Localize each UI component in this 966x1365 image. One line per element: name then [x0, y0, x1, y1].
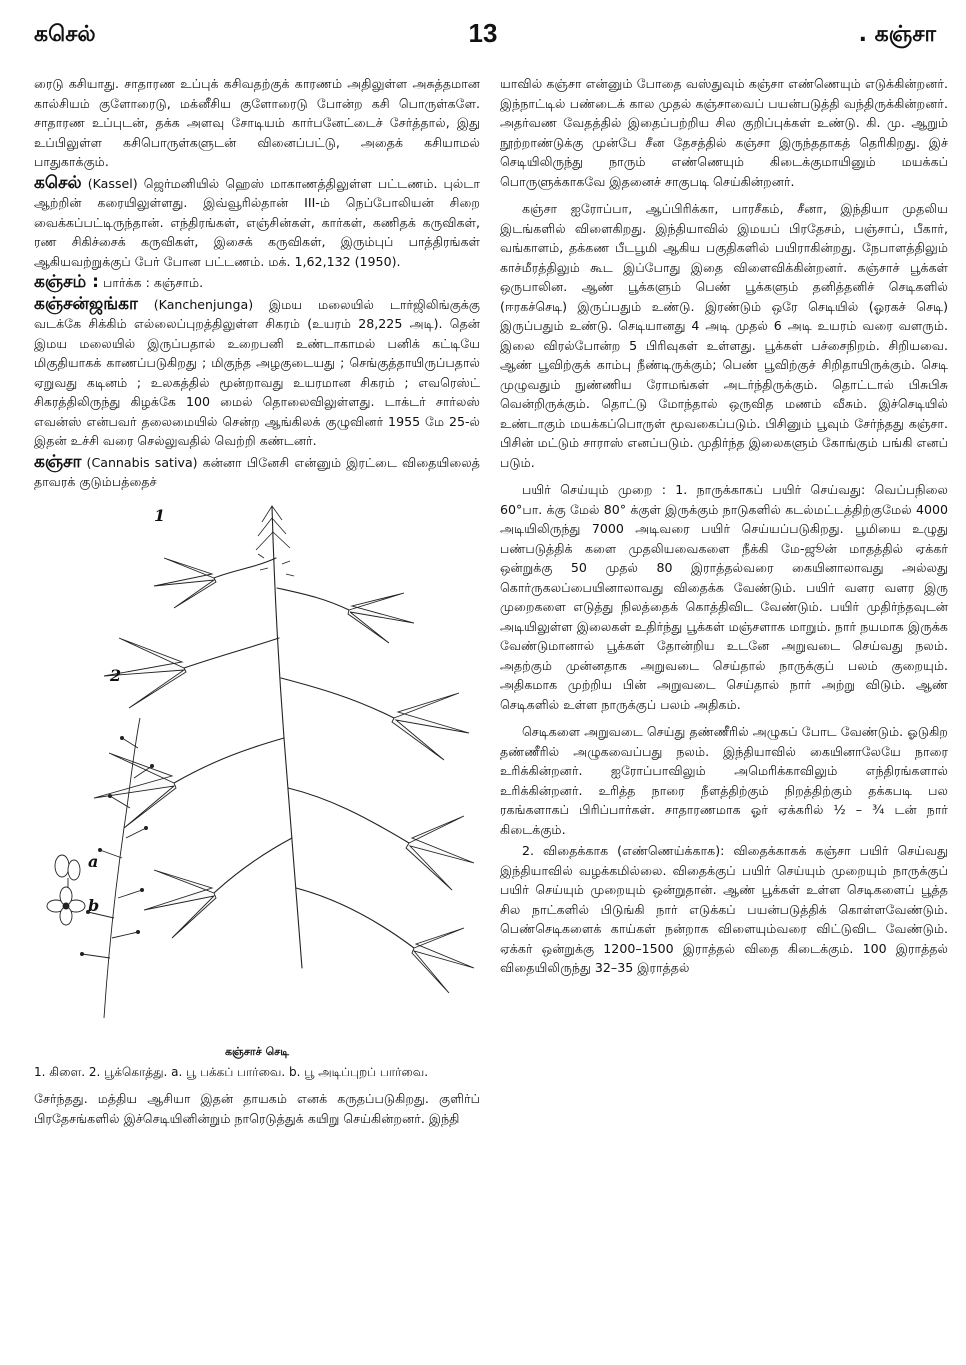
- left-column: [34, 74, 480, 1130]
- body-kanja: கன்னா பினேசி என்னும் இரட்டை விதையிலைத் தாவரக் குடும்பத்தைச்: [34, 454, 480, 489]
- right-column: [500, 74, 948, 980]
- body-kanjam: பார்க்க : கஞ்சாம்.: [98, 275, 204, 290]
- cannabis-plant-drawing: [34, 498, 480, 1038]
- retting-paragraph: செடிகளை அறுவடை செய்து தண்ணீரில் அழுகப் போட வேண்டும். ஓடுகிற தண்ணீரில் அழுகவைப்பது நலம். இந்தியாவில் கையினாலேயே நாரை உரிக்கின்றனர். ஐரோப்பாவிலும் அமெரிக்காவிலும் எந்திரங்களால் உரிக்கின்றனர். உரித்த நாரை நீளத்திற்கும் நிறத்திற்கும் தக்கபடி பல ரகங்களாகப் பிரிப்பார்கள். சாதாரணமாக ஓர் ஏக்கரில் ½ – ¾ டன் நார் கிடைக்கும்.: [500, 724, 948, 837]
- headword-kassel: கசெல்: [34, 172, 82, 193]
- entry-kassel: [34, 174, 480, 272]
- entry-kanchenjunga: [34, 295, 480, 451]
- headword-kanchenjunga: கஞ்சன்ஜங்கா: [34, 293, 138, 314]
- kanja-paragraph-1: யாவில் கஞ்சா என்னும் போதை வஸ்துவும் கஞ்சா எண்ணெயும் எடுக்கின்றனர். இந்நாட்டில் பண்டைக் கால முதல் கஞ்சாவைப் பயன்படுத்தி வந்திருக்கின்றனர். அதர்வண வேதத்தில் இதைப்பற்றிய சில குறிப்புக்கள் உண்டு. கி. மு. ஆறும் நூற்றாண்டுக்கு முன்பே சீன தேசத்தில் கஞ்சா இருந்ததாகத் தெரிகிறது. இச் செடியிலிருந்து நாரும் எண்ணெயும் கிடைக்குமாயினும் மயக்கப் பொருளுக்காகவே இதனைச் சாகுபடி செய்கின்றனர்.: [500, 76, 948, 189]
- kanja-continued: சேர்ந்தது. மத்திய ஆசியா இதன் தாயகம் எனக் கருதப்படுகிறது. குளிர்ப் பிரதேசங்களில் இச்செடியினின்றும் நாரெடுத்துக் கயிறு செய்கின்றனர். இந்தி: [34, 1091, 480, 1126]
- cannabis-illustration: [34, 498, 480, 1038]
- figure-label-a: a: [88, 851, 99, 871]
- body-kassel: ஜெர்மனியில் ஹெஸ் மாகாணத்திலுள்ள பட்டணம். புல்டா ஆற்றின் கரையிலுள்ளது. இவ்வூரில்தான் III-ம் நெப்போலியன் சிறை வைக்கப்பட்டிருந்தான். எந்திரங்கள், எஞ்சின்கள், கார்கள், கணிதக் கருவிகள், ரண சிகிச்சைக் கருவிகள், இசைக் கருவிகள், இரும்புப் பாத்திரங்கள் ஆகியவற்றுக்குப் பேர் போன பட்டணம். மக். 1,62,132 (1950).: [34, 175, 480, 269]
- figure-caption: கஞ்சாச் செடி: [224, 1044, 290, 1058]
- figure-label-2: 2: [110, 665, 122, 685]
- latin-kanchenjunga: (Kanchenjunga): [153, 296, 254, 312]
- latin-kassel: (Kassel): [87, 175, 138, 191]
- entry-kanja: [34, 453, 480, 492]
- figure-legend: 1. கிளை. 2. பூக்கொத்து. a. பூ பக்கப் பார்வை. b. பூ அடிப்புறப் பார்வை.: [34, 1065, 429, 1079]
- headword-kanjam: கஞ்சம் :: [34, 272, 99, 292]
- figure-label-b: b: [88, 895, 100, 915]
- entry-kanjam: [34, 273, 480, 293]
- cultivation-paragraph: பயிர் செய்யும் முறை : 1. நாருக்காகப் பயிர் செய்வது: வெப்பநிலை 60°பா. க்கு மேல் 80° க்குள் இருக்கும் நாடுகளில் கடல்மட்டத்திற்குமேல் 4000 அடியிலிருந்து 7000 அடிவரை பயிர் செய்யப்படுகிறது. பூமியை உழுது பண்படுத்திக் களை முதலியவைகளை நீக்கி மே-ஜூன் மாதத்தில் ஏக்கர் ஒன்றுக்கு 50 முதல் 80 இராத்தல்வரை கையினாலாவது அல்லது கொர்ருகலப்பையினாலாவது விதைக்க வேண்டும். பயிர் வளர வளர இரு முறைகளை எடுத்து நிலத்தைக் கொத்திவிட வேண்டும். பயிர் முதிர்ந்தவுடன் அடியிலுள்ள இலைகள் உதிர்ந்து பூக்கள் மஞ்சளாக மாறும். நார் நயமாக இருக்க வேண்டுமானால் பூக்கள் தோன்றிய உடனே அறுவடை செய்வது நலம். அதற்கும் முன்னதாக அறுவடை செய்தால் நாருக்குப் பலம் குறையும். அதிகமாக முற்றிய பின் அறுவடை செய்தால் நார் அற்று விடும். ஆண் செடிகளில் உள்ள நாருக்குப் பலம் அதிகம்.: [500, 482, 948, 712]
- running-head-right: . கஞ்சா: [858, 22, 936, 47]
- running-head-left: கசெல்: [34, 22, 96, 47]
- seed-paragraph: 2. விதைக்காக (எண்ணெய்க்காக): விதைக்காகக் கஞ்சா பயிர் செய்வது இந்தியாவில் வழக்கமில்லை. விதைக்குப் பயிர் செய்யும் முறையும் நாருக்குப் பயிர் செய்யும் முறையும் ஒன்றுதான். ஆண் பூக்கள் உள்ள செடிகளைப் பூத்த சில நாட்களில் பிடுங்கி நார் எடுக்கப் பயன்படுத்திக் கொள்ளவேண்டும். பெண்செடிகளைக் காய்கள் நன்றாக விளையும்வரை விட்டுவிட வேண்டும். ஏக்கர் ஒன்றுக்கு 1200–1500 இராத்தல் விதை கிடைக்கும். 100 இராத்தல் விதையிலிருந்து 32–35 இராத்தல்: [500, 843, 948, 975]
- page-number: 13: [468, 18, 498, 48]
- continued-paragraph: ரைடு கசியாது. சாதாரண உப்புக் கசிவதற்குக் காரணம் அதிலுள்ள அசுத்தமான கால்சியம் குளோரைடு, மக்னீசிய குளோரைடு போன்ற கசி பொருள்களே. சாதாரண உப்புடன், தக்க அளவு சோடியம் கார்பனேட்டைச் சேர்த்தால், இது உப்பிலுள்ள கசிபொருள்களுடன் வினைப்பட்டு, அதைக் கசியாமல் பாதுகாக்கும்.: [34, 76, 480, 169]
- figure-label-1: 1: [154, 505, 166, 525]
- latin-kanja: (Cannabis sativa): [86, 454, 198, 470]
- kanja-paragraph-2: கஞ்சா ஐரோப்பா, ஆப்பிரிக்கா, பாரசீகம், சீனா, இந்தியா முதலிய இடங்களில் விளைகிறது. இந்தியாவில் இமயப் பிரதேசம், பஞ்சாப், பீகார், வங்காளம், தக்கண பீடபூமி ஆகிய பகுதிகளில் பயிராகின்றது. நேபாளத்திலும் காச்மீரத்திலும் கூட இப்போது இதை விளைவிக்கின்றனர். கஞ்சாச் பூக்கள் ஒருபாலின. ஆண் பூக்களும் பெண் பூக்களும் தனித்தனிச் செடிகளில் (ஈரகச்செடி) இருப்பதும் உண்டு. இரண்டும் ஒரே செடியில் (ஓரகச் செடி) இருப்பதும் உண்டு. செடியானது 4 அடி முதல் 6 அடி உயரம் வரை வளரும். இலை விரல்போன்ற 5 பிரிவுகள் உள்ளது. பூக்கள் பச்சைநிறம். சிறியவை. ஆண் பூவிற்குக் காம்பு நீண்டிருக்கும்; பெண் பூவிற்குச் சிறிதாயிருக்கும். செடி முழுவதும் நுண்ணிய ரோமங்கள் அடர்ந்திருக்கும். தொட்டால் பிசுபிசு வென்றிருக்கும். தொட்டு மோந்தால் ஒருவித மணம் வீசும். இச்செடியில் உண்டாகும் மயக்கப்பொருள் மூவகைப்படும். பிசினும் பூவும் சேர்ந்தது கஞ்சா. பிசின் மட்டும் சாராஸ் எனப்படும். முதிர்ந்த இலைகளும் கோங்கும் பங்கி எனப் படும்.: [500, 201, 948, 470]
- body-kanchenjunga: இமய மலையில் டார்ஜிலிங்குக்கு வடக்கே சிக்கிம் எல்லைப்புறத்திலுள்ள சிகரம் (உயரம் 28,225 அடி). தென் இமய மலையில் இருப்பதால் உறைபனி உண்டாகாமல் பனிக் கட்டியே மிகுதியாகக் காணப்படுகிறது ; மிகுந்த அழகுடையது ; செங்குத்தாயிருப்பதால் ஏறுவது கடினம் ; உலகத்தில் மூன்றாவது உயரமான சிகரம் ; எவரெஸ்ட் சிகரத்திலிருந்து கிழக்கே 100 மைல் தொலைவிலுள்ளது. டாக்டர் சார்லஸ் எவன்ஸ் என்பவர் தலைமையில் சென்ற ஆங்கிலக் குழுவினர் 1955 மே 25-ல் இதன் உச்சி வரை செல்லுவதில் வெற்றி கண்டனர்.: [34, 296, 480, 448]
- headword-kanja: கஞ்சா: [34, 451, 82, 472]
